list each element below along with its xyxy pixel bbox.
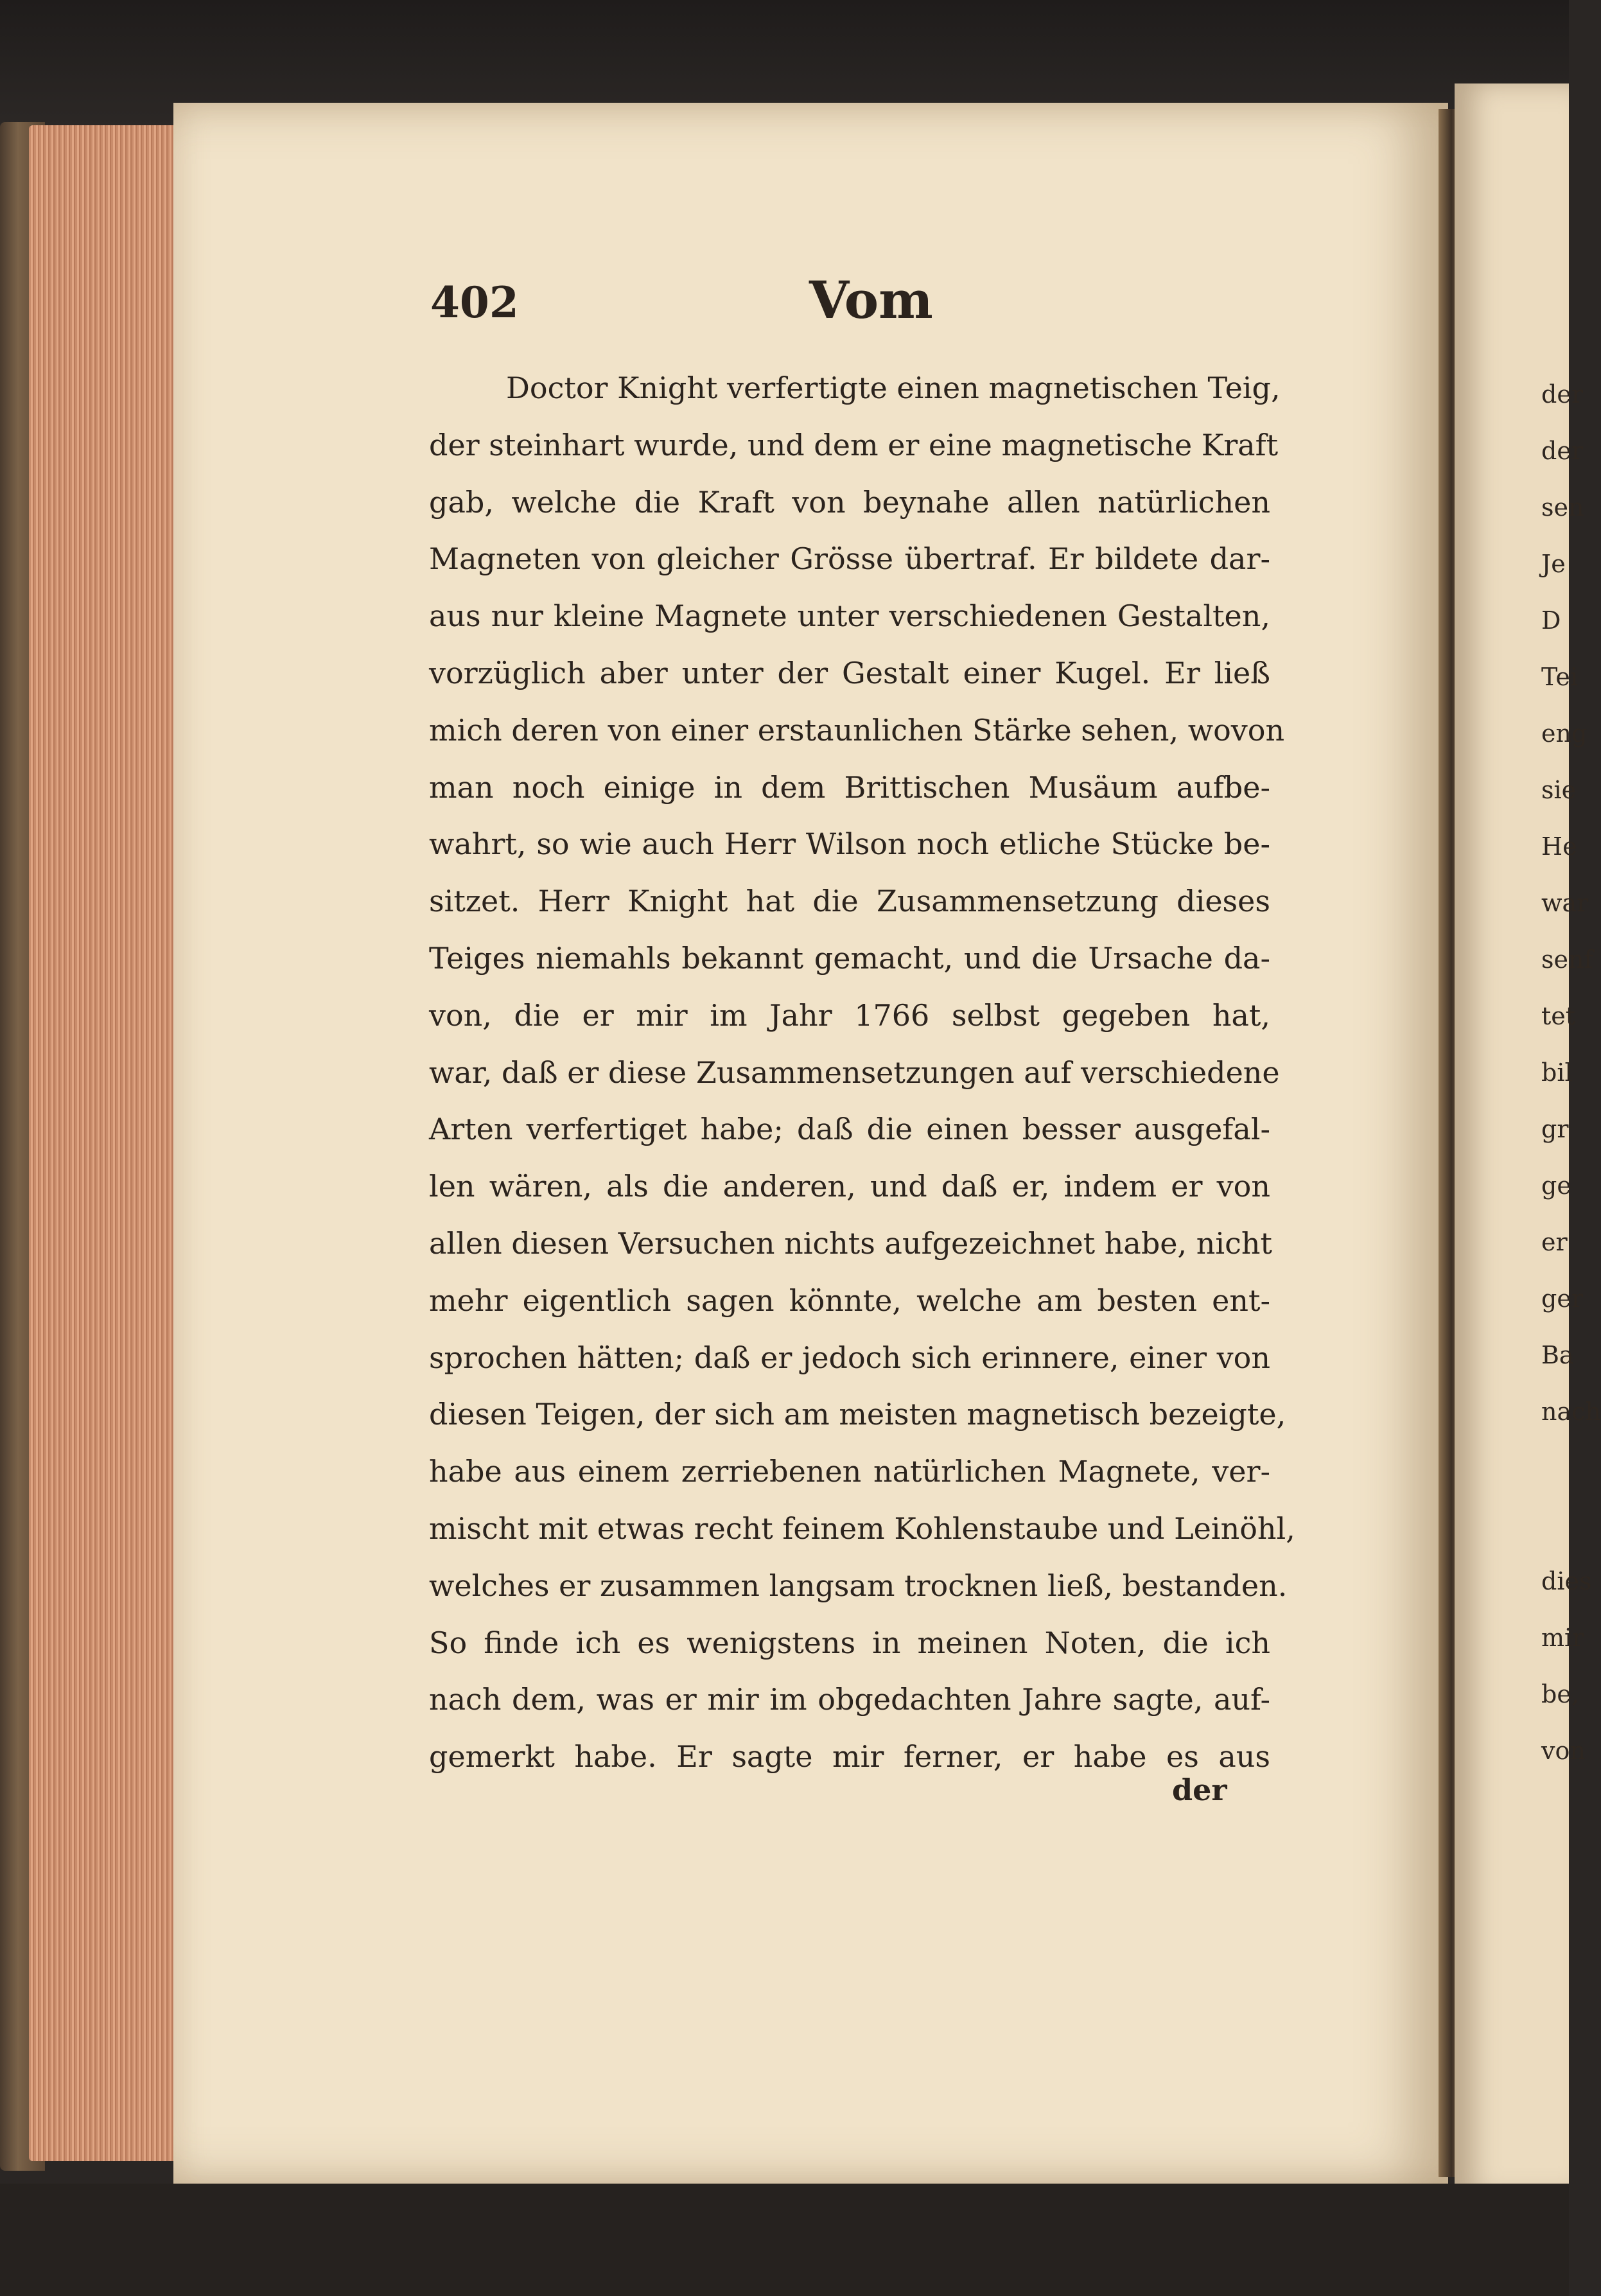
- text-line: allen diesen Versuchen nichts aufgezeichnet habe, nicht: [429, 1225, 1272, 1261]
- next-page-fragment: He: [1541, 832, 1577, 861]
- text-line: Arten verfertiget habe; daß die einen besser ausgefal-: [429, 1112, 1270, 1147]
- next-page-fragment: Tei: [1541, 663, 1579, 691]
- next-page-fragment: war: [1541, 889, 1589, 917]
- next-page-fragment: dies: [1541, 1567, 1592, 1595]
- text-line: mischt mit etwas recht feinem Kohlenstaube und Leinöhl,: [429, 1511, 1295, 1546]
- running-head: Vom: [809, 270, 933, 330]
- catchword: der: [1172, 1773, 1227, 1807]
- page-header: [430, 270, 1284, 340]
- page-edges: [29, 125, 177, 2161]
- background-bottom: [0, 2184, 1569, 2296]
- next-page-fragment: mir: [1541, 1624, 1584, 1652]
- next-page-fragment: eng: [1541, 719, 1588, 748]
- text-line: gab, welche die Kraft von beynahe allen natürlichen: [429, 484, 1270, 520]
- next-page-fragment: er: [1541, 1228, 1568, 1256]
- text-line: vorzüglich aber unter der Gestalt einer Kugel. Er ließ: [429, 655, 1270, 690]
- text-line: sitzet. Herr Knight hat die Zusammensetzung dieses: [429, 884, 1270, 919]
- next-page-fragment: nach: [1541, 1398, 1601, 1426]
- next-page-fragment: ger: [1541, 1284, 1583, 1313]
- text-line: gemerkt habe. Er sagte mir ferner, er habe es aus: [429, 1739, 1270, 1775]
- next-page-fragment: ge: [1541, 1171, 1571, 1200]
- next-page-fragment: von: [1541, 1737, 1586, 1765]
- next-page-fragment: Je: [1541, 550, 1566, 578]
- next-page-fragment: sen: [1541, 493, 1584, 521]
- text-line: der steinhart wurde, und dem er eine magnetische Kraft: [429, 427, 1279, 462]
- text-line: mehr eigentlich sagen könnte, welche am besten ent-: [429, 1283, 1270, 1318]
- text-line: war, daß er diese Zusammensetzungen auf verschiedene: [429, 1055, 1280, 1090]
- text-line: habe aus einem zerriebenen natürlichen Magnete, ver-: [429, 1454, 1270, 1489]
- text-line: Doctor Knight verfertigte einen magnetischen Teig,: [506, 371, 1281, 405]
- next-page-fragment: [1541, 1440, 1569, 1496]
- text-line: wahrt, so wie auch Herr Wilson noch etliche Stücke be-: [429, 827, 1270, 862]
- body-text: [429, 360, 1295, 1785]
- text-line: sprochen hätten; daß er jedoch sich erinnere, einer von: [429, 1340, 1270, 1375]
- next-page-fragment: Ba: [1541, 1341, 1574, 1369]
- text-line: man noch einige in dem Brittischen Musäum aufbe-: [429, 769, 1270, 805]
- text-line: So finde ich es wenigstens in meinen Noten, die ich: [429, 1625, 1270, 1660]
- text-line: Teiges niemahls bekannt gemacht, und die Ursache da-: [429, 940, 1270, 976]
- text-line: von, die er mir im Jahr 1766 selbst gegeben hat,: [429, 997, 1270, 1033]
- next-page-fragment: gr: [1541, 1115, 1569, 1143]
- next-page-fragment: senf: [1541, 945, 1593, 974]
- text-line: diesen Teigen, der sich am meisten magnetisch bezeigte,: [429, 1397, 1286, 1432]
- next-page-fragment: D: [1541, 606, 1561, 635]
- text-line: len wären, als die anderen, und daß er, indem er von: [429, 1169, 1270, 1204]
- next-page-fragment: tet: [1541, 1002, 1576, 1030]
- next-page-fragment: der: [1541, 437, 1583, 465]
- text-line: nach dem, was er mir im obgedachten Jahre sagte, auf-: [429, 1682, 1270, 1717]
- next-page-fragment: be,: [1541, 1680, 1579, 1708]
- text-line: mich deren von einer erstaunlichen Stärke sehen, wovon: [429, 712, 1285, 748]
- text-line: Magneten von gleicher Grösse übertraf. Er bildete dar-: [429, 541, 1270, 577]
- text-line: aus nur kleine Magnete unter verschiedenen Gestalten,: [429, 599, 1270, 634]
- next-page-text: [1541, 366, 1601, 1779]
- next-page-fragment: sie: [1541, 776, 1577, 804]
- text-line: welches er zusammen langsam trocknen ließ, bestanden.: [429, 1568, 1288, 1603]
- next-page-fragment: [1541, 1496, 1569, 1553]
- page-number: 402: [430, 277, 519, 328]
- next-page-fragment: der: [1541, 380, 1583, 408]
- next-page-fragment: bil: [1541, 1058, 1573, 1087]
